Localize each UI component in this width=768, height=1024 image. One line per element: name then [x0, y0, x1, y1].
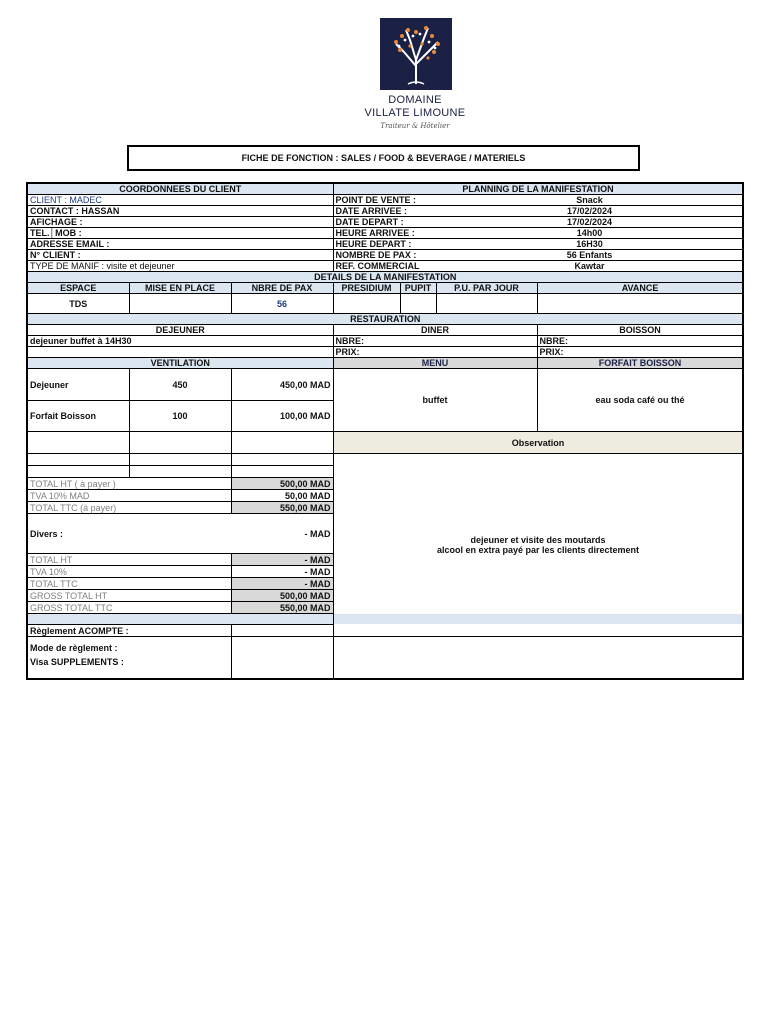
- total-ht2-value: - MAD: [231, 554, 333, 566]
- planning-value: Kawtar: [436, 261, 743, 272]
- ventilation-empty: [231, 432, 333, 454]
- function-sheet-table: [26, 182, 744, 680]
- col-presidium: PRESIDIUM: [333, 283, 400, 294]
- planning-value: 16H30: [436, 239, 743, 250]
- mise-en-place-value: [129, 294, 231, 314]
- ventilation-empty: [231, 466, 333, 478]
- client-contact: CONTACT : HASSAN: [27, 206, 333, 217]
- col-pupit: PUPIT: [400, 283, 436, 294]
- col-mise-en-place: MISE EN PLACE: [129, 283, 231, 294]
- ventilation-empty: [27, 432, 129, 454]
- boisson-header: BOISSON: [537, 325, 743, 336]
- dejeuner-empty: [27, 347, 333, 358]
- planning-header: PLANNING DE LA MANIFESTATION: [333, 183, 743, 195]
- avance-value: [537, 294, 743, 314]
- ventilation-amount: 100,00 MAD: [231, 401, 333, 432]
- tva-label: TVA 10% MAD: [27, 490, 231, 502]
- total-ttc-value: 550,00 MAD: [231, 502, 333, 514]
- total-ht-value: 500,00 MAD: [231, 478, 333, 490]
- tva-value: 50,00 MAD: [231, 490, 333, 502]
- ventilation-amount: 450,00 MAD: [231, 369, 333, 401]
- col-espace: ESPACE: [27, 283, 129, 294]
- client-header: COORDONNEES DU CLIENT: [27, 183, 333, 195]
- brand-tagline: Traiteur & Hôtelier: [380, 122, 450, 130]
- ventilation-label: Forfait Boisson: [27, 401, 129, 432]
- ventilation-empty: [27, 454, 129, 466]
- client-email: ADRESSE EMAIL :: [27, 239, 333, 250]
- tree-icon: [380, 18, 452, 90]
- total-ttc-label: TOTAL TTC (à payer): [27, 502, 231, 514]
- gross-ttc-label: GROSS TOTAL TTC: [27, 602, 231, 614]
- client-event-type: TYPE DE MANIF : visite et dejeuner: [27, 261, 333, 272]
- planning-value: 17/02/2024: [436, 206, 743, 217]
- ventilation-empty: [129, 432, 231, 454]
- dejeuner-header: DEJEUNER: [27, 325, 333, 336]
- col-nbre-pax: NBRE DE PAX: [231, 283, 333, 294]
- ventilation-empty: [129, 454, 231, 466]
- planning-label: POINT DE VENTE :: [333, 195, 436, 206]
- observation-line: dejeuner et visite des moutards: [470, 535, 606, 545]
- planning-value: 56 Enfants: [436, 250, 743, 261]
- pax-value: 56: [231, 294, 333, 314]
- logo: [380, 18, 452, 90]
- diner-nbre: NBRE:: [333, 336, 537, 347]
- menu-header: MENU: [333, 358, 537, 369]
- gross-ht-label: GROSS TOTAL HT: [27, 590, 231, 602]
- total-ht2-label: TOTAL HT: [27, 554, 231, 566]
- observation-line: alcool en extra payé par les clients directement: [436, 545, 640, 555]
- details-header: DETAILS DE LA MANIFESTATION: [27, 272, 743, 283]
- reglement-mode-value: [231, 637, 333, 679]
- espace-value: TDS: [27, 294, 129, 314]
- forfait-header: FORFAIT BOISSON: [537, 358, 743, 369]
- reglement-acompte: Règlement ACOMPTE :: [27, 625, 231, 637]
- gross-ttc-value: 550,00 MAD: [231, 602, 333, 614]
- divers-label: Divers :: [27, 514, 231, 554]
- restauration-header: RESTAURATION: [27, 314, 743, 325]
- tva2-label: TVA 10%: [27, 566, 231, 578]
- pu-value: [436, 294, 537, 314]
- col-pu-jour: P.U. PAR JOUR: [436, 283, 537, 294]
- dejeuner-text: dejeuner buffet à 14H30: [27, 336, 333, 347]
- client-tel: TEL.│MOB :: [27, 228, 333, 239]
- col-avance: AVANCE: [537, 283, 743, 294]
- pupit-value: [400, 294, 436, 314]
- ventilation-empty: [231, 454, 333, 466]
- ventilation-header: VENTILATION: [27, 358, 333, 369]
- ventilation-qty: 100: [129, 401, 231, 432]
- planning-value: 14h00: [436, 228, 743, 239]
- observation-header: Observation: [333, 432, 743, 454]
- diner-prix: PRIX:: [333, 347, 537, 358]
- planning-label: DATE ARRIVEE :: [333, 206, 436, 217]
- total-ttc2-value: - MAD: [231, 578, 333, 590]
- planning-label: HEURE ARRIVEE :: [333, 228, 436, 239]
- planning-value: Snack: [436, 195, 743, 206]
- tva2-value: - MAD: [231, 566, 333, 578]
- planning-label: DATE DEPART :: [333, 217, 436, 228]
- divers-value: - MAD: [231, 514, 333, 554]
- reglement-visa-label: Visa SUPPLEMENTS :: [30, 657, 124, 667]
- planning-label: HEURE DEPART :: [333, 239, 436, 250]
- boisson-nbre: NBRE:: [537, 336, 743, 347]
- ventilation-label: Dejeuner: [27, 369, 129, 401]
- ventilation-empty: [129, 466, 231, 478]
- gross-ht-value: 500,00 MAD: [231, 590, 333, 602]
- ventilation-empty: [27, 466, 129, 478]
- planning-label: REF. COMMERCIAL: [333, 261, 436, 272]
- document-title: FICHE DE FONCTION : SALES / FOOD & BEVERAGE / MATERIELS: [127, 145, 640, 171]
- planning-value: 17/02/2024: [436, 217, 743, 228]
- brand-line1: DOMAINE: [388, 94, 442, 106]
- forfait-value: eau soda café ou thé: [537, 369, 743, 432]
- presidium-value: [333, 294, 400, 314]
- menu-value: buffet: [333, 369, 537, 432]
- client-name: CLIENT : MADEC: [27, 195, 333, 206]
- section-separator: [27, 614, 743, 625]
- reglement-mode-label: Mode de règlement :: [30, 643, 118, 653]
- reglement-mode: [27, 637, 231, 679]
- reglement-notes: [333, 637, 743, 679]
- diner-header: DINER: [333, 325, 537, 336]
- brand-line2: VILLATE LIMOUNE: [364, 107, 466, 119]
- client-affichage: AFICHAGE :: [27, 217, 333, 228]
- total-ttc2-label: TOTAL TTC: [27, 578, 231, 590]
- observation-text: [333, 454, 743, 637]
- client-number: N° CLIENT :: [27, 250, 333, 261]
- total-ht-label: TOTAL HT ( à payer ): [27, 478, 231, 490]
- ventilation-qty: 450: [129, 369, 231, 401]
- boisson-prix: PRIX:: [537, 347, 743, 358]
- planning-label: NOMBRE DE PAX :: [333, 250, 436, 261]
- reglement-acompte-value: [231, 625, 333, 637]
